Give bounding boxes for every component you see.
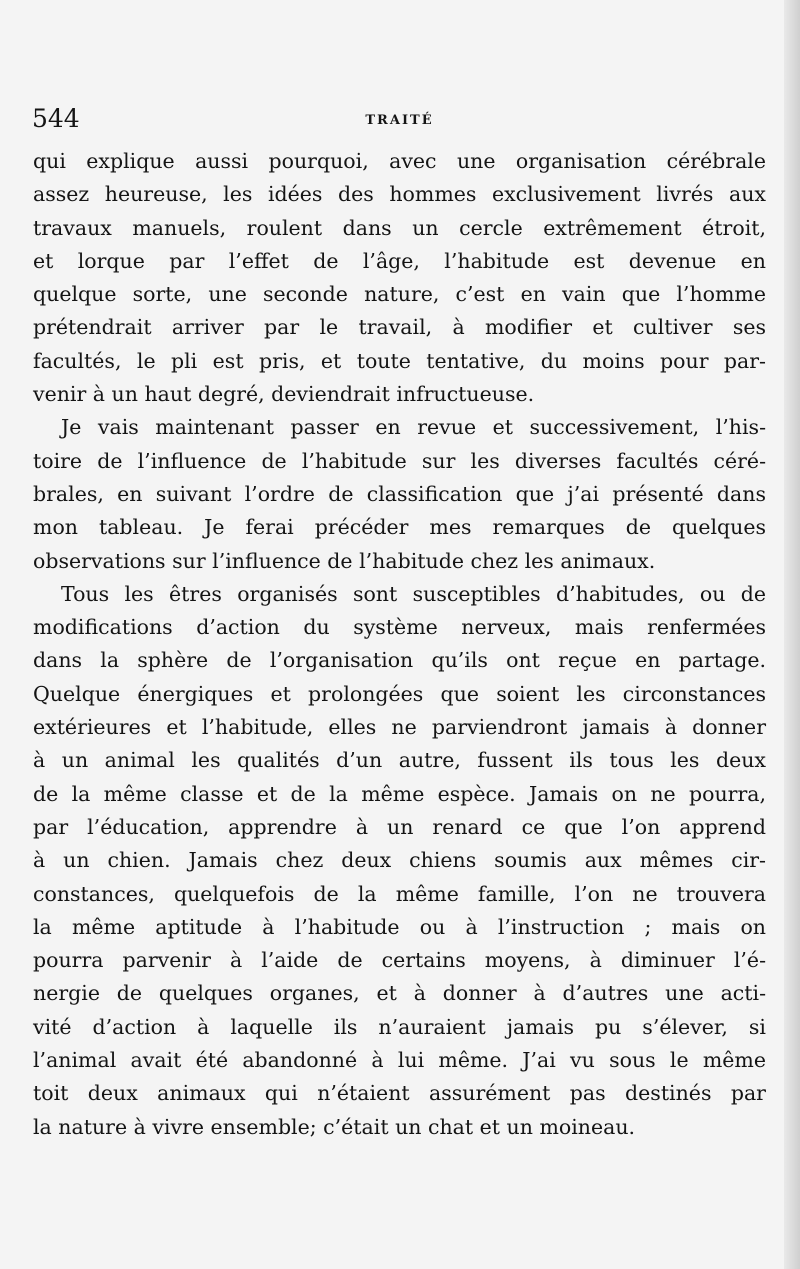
text-line: la nature à vivre ensemble; c’était un chat et un moineau.: [33, 1114, 636, 1139]
text-line: dans la sphère de l’organisation qu’ils ont reçue en partage.: [33, 648, 766, 673]
text-line: à un chien. Jamais chez deux chiens soumis aux mêmes cir-: [33, 848, 766, 873]
text-line: venir à un haut degré, deviendrait infructueuse.: [33, 382, 535, 407]
text-line: nergie de quelques organes, et à donner à d’autres une acti-: [33, 981, 766, 1006]
text-line: toit deux animaux qui n’étaient assurément pas destinés par: [33, 1081, 766, 1106]
text-line: pourra parvenir à l’aide de certains moyens, à diminuer l’é-: [33, 948, 766, 973]
text-line: l’animal avait été abandonné à lui même. J’ai vu sous le même: [33, 1048, 766, 1073]
text-line: de la même classe et de la même espèce. Jamais on ne pourra,: [33, 781, 766, 806]
text-line: mon tableau. Je ferai précéder mes remarques de quelques: [33, 515, 766, 540]
text-line: modifications d’action du système nerveux, mais renfermées: [33, 615, 766, 640]
paragraph-1: [33, 145, 766, 411]
page-number: 544: [32, 104, 80, 133]
text-line: Je vais maintenant passer en revue et successivement, l’his-: [61, 415, 766, 440]
text-line: quelque sorte, une seconde nature, c’est en vain que l’homme: [33, 282, 766, 307]
text-line: à un animal les qualités d’un autre, fussent ils tous les deux: [33, 748, 766, 773]
text-line: qui explique aussi pourquoi, avec une organisation cérébrale: [33, 149, 766, 173]
paragraph-3: [33, 578, 766, 1144]
body-text: [33, 145, 766, 1144]
text-line: extérieures et l’habitude, elles ne parviendront jamais à donner: [33, 715, 766, 740]
text-line: assez heureuse, les idées des hommes exclusivement livrés aux: [33, 182, 766, 207]
text-line: Quelque énergiques et prolongées que soient les circonstances: [33, 681, 766, 706]
text-line: facultés, le pli est pris, et toute tentative, du moins pour par-: [33, 348, 766, 373]
text-line: travaux manuels, roulent dans un cercle extrêmement étroit,: [33, 215, 766, 240]
text-line: prétendrait arriver par le travail, à modifier et cultiver ses: [33, 315, 766, 340]
text-line: la même aptitude à l’habitude ou à l’instruction ; mais on: [33, 914, 766, 939]
text-line: par l’éducation, apprendre à un renard ce que l’on apprend: [33, 814, 766, 839]
paragraph-2: [33, 411, 766, 577]
text-line: constances, quelquefois de la même famille, l’on ne trouvera: [33, 881, 766, 906]
text-line: observations sur l’influence de l’habitude chez les animaux.: [33, 548, 656, 573]
text-line: brales, en suivant l’ordre de classification que j’ai présenté dans: [33, 481, 766, 506]
page-header: [32, 100, 767, 140]
text-line: toire de l’influence de l’habitude sur les diverses facultés céré-: [33, 448, 766, 473]
text-line: et lorque par l’effet de l’âge, l’habitude est devenue en: [33, 248, 766, 273]
running-title: TRAITÉ: [365, 113, 434, 128]
page-edge-shadow: [784, 0, 800, 1269]
text-line: vité d’action à laquelle ils n’auraient jamais pu s’élever, si: [33, 1014, 766, 1039]
text-line: Tous les êtres organisés sont susceptibles d’habitudes, ou de: [61, 581, 766, 606]
